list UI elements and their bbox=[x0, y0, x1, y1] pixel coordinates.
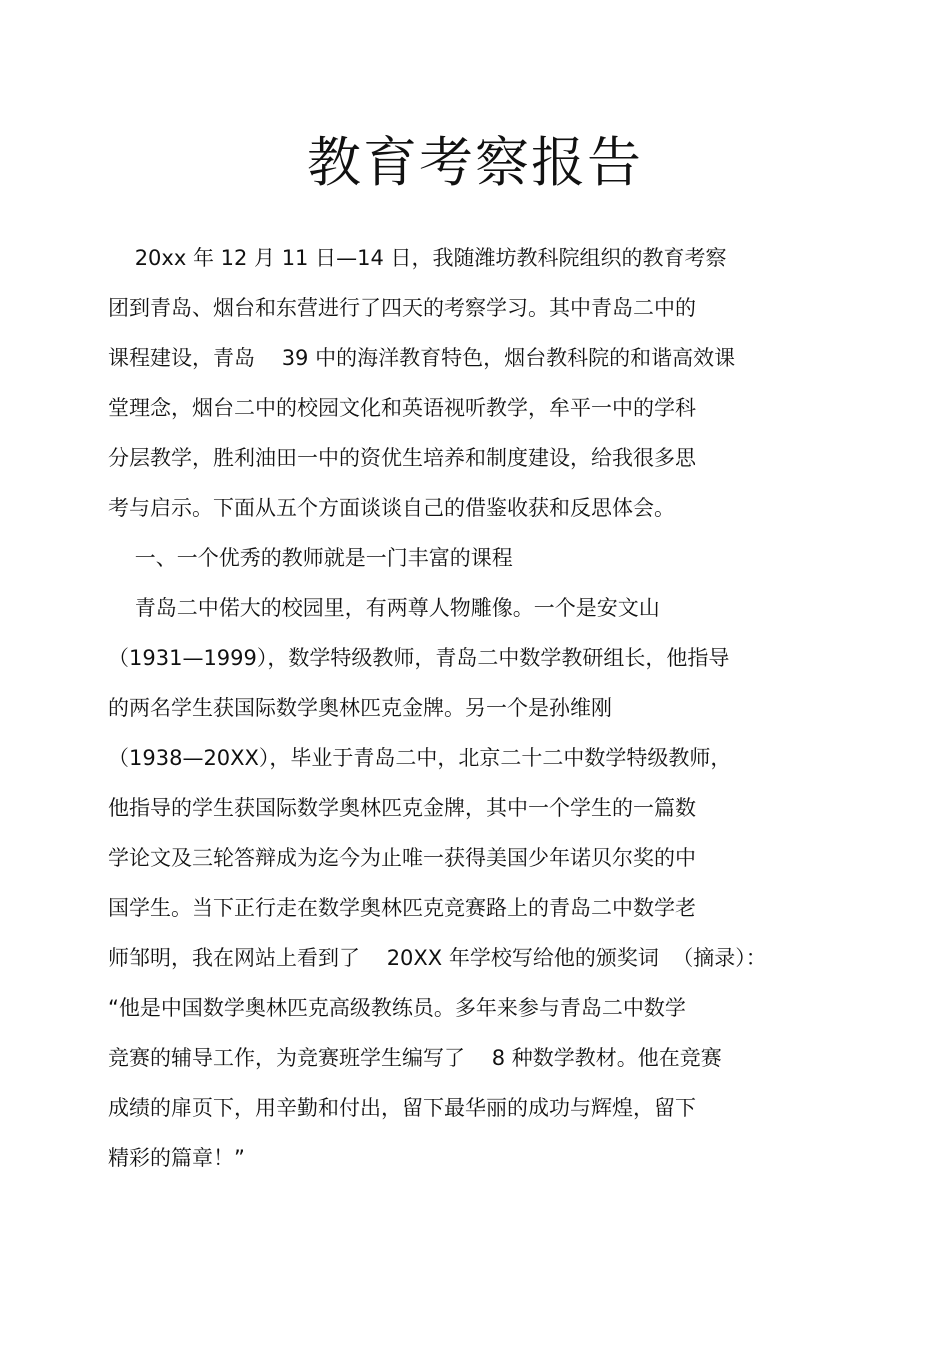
paragraph-line: 师邹明，我在网站上看到了 20XX 年学校写给他的颁奖词 （摘录）： bbox=[108, 946, 767, 970]
paragraph-line: 的两名学生获国际数学奥林匹克金牌。另一个是孙维刚 bbox=[108, 696, 612, 720]
section-heading: 一、一个优秀的教师就是一门丰富的课程 bbox=[108, 546, 513, 570]
paragraph-line: 竞赛的辅导工作，为竞赛班学生编写了 8 种数学教材。他在竞赛 bbox=[108, 1046, 722, 1070]
paragraph-line: 青岛二中偌大的校园里，有两尊人物雕像。一个是安文山 bbox=[108, 596, 660, 620]
paragraph-line: 考与启示。下面从五个方面谈谈自己的借鉴收获和反思体会。 bbox=[108, 496, 675, 520]
paragraph-line: 堂理念，烟台二中的校园文化和英语视听教学，牟平一中的学科 bbox=[108, 396, 696, 420]
paragraph-line: 课程建设，青岛 39 中的海洋教育特色，烟台教科院的和谐高效课 bbox=[108, 346, 736, 370]
paragraph-line: 团到青岛、烟台和东营进行了四天的考察学习。其中青岛二中的 bbox=[108, 296, 696, 320]
paragraph-line: 国学生。当下正行走在数学奥林匹克竞赛路上的青岛二中数学老 bbox=[108, 896, 696, 920]
paragraph-line: （1938—20XX），毕业于青岛二中，北京二十二中数学特级教师， bbox=[108, 746, 732, 770]
paragraph-line: 精彩的篇章！” bbox=[108, 1146, 245, 1170]
paragraph-line: 分层教学，胜利油田一中的资优生培养和制度建设，给我很多思 bbox=[108, 446, 696, 470]
paragraph-line: 他指导的学生获国际数学奥林匹克金牌，其中一个学生的一篇数 bbox=[108, 796, 696, 820]
paragraph-line: 成绩的扉页下，用辛勤和付出，留下最华丽的成功与辉煌，留下 bbox=[108, 1096, 696, 1120]
paragraph-line: 学论文及三轮答辩成为迄今为止唯一获得美国少年诺贝尔奖的中 bbox=[108, 846, 696, 870]
paragraph-line: （1931—1999），数学特级教师，青岛二中数学教研组长，他指导 bbox=[108, 646, 730, 670]
paragraph-line: “他是中国数学奥林匹克高级教练员。多年来参与青岛二中数学 bbox=[108, 996, 686, 1020]
document-title: 教育考察报告 bbox=[307, 131, 643, 194]
paragraph-line: 20xx 年 12 月 11 日—14 日，我随潍坊教科院组织的教育考察 bbox=[108, 246, 727, 270]
